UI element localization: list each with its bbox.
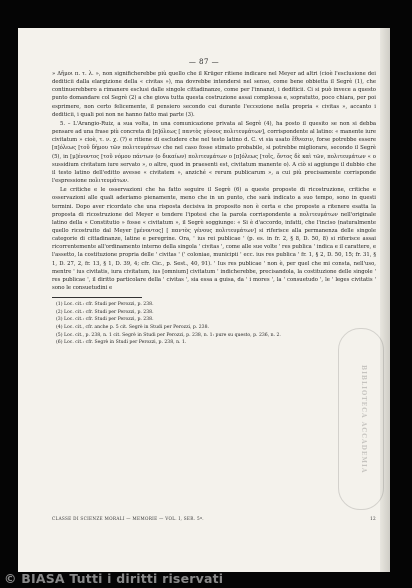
footer-series-label: CLASSE DI SCIENZE MORALI — MEMORIE — VOL. I, SER. 5ª. [52, 516, 204, 521]
library-stamp: BIBLIOTECA ACCADEMIA [338, 328, 384, 510]
footnote-rule [52, 297, 142, 298]
footnote: (4) Loc. cit., cfr. anche p. 5 cit. Segrè in Studi per Perozzi, p. 238. [56, 325, 209, 330]
page-footer [52, 516, 376, 521]
running-head: — 87 — [188, 58, 220, 66]
footnote: (3) Loc. cit.: cfr. Studi per Perozzi, p. 238. [56, 317, 154, 323]
copyright-watermark: © BIASA Tutti i diritti riservati [4, 571, 224, 586]
footnote: (1) Loc. cit.: cfr. Studi per Perozzi, p. 238. [56, 302, 154, 308]
scanned-page [18, 28, 390, 572]
footnote: (2) Loc. cit.: cfr. Studi per Perozzi, p. 238. [56, 309, 154, 315]
footnotes [52, 301, 376, 347]
page-body [52, 70, 376, 347]
footer-page-number: 12 [370, 516, 376, 521]
paragraph-2: 5. – L'Arangio-Ruiz, a sua volta, in una comunicazione privata al Segrè (4), ha posto il quesito se non si debba pensare ad una frase più concreta di [π]όλεως [ παντὸς γένους πολιτευμάτων], corrispondente al latino: « manente iure civitatum » cioè, τ. ν. χ. (?) e ritiene di escludere che nel testo latino d. C. vi sia usato ἔθνεσιν, forse potrebbe essere [π]όλεως [τοῦ δήμου τῶν πολιτευμάτων che nel caso fosse stimato probabile, si potrebbe migliorare, secondo il Segrè (5), in [μ]ένοντος [τοῦ νόμου πάντων (o δικαίων) πολιτευμάτων o [π]όλεως [τοῖς, ὄντος δὲ καὶ τῶν, πολιτευμάτων « o sussidium civitatum iure servato », o altre, quod in praesenti est, civitatum manente o). A ciò si aggiunge il dubbio che il testo latino dell'editto avesse « civitatem », anziché « rerum publicarum », a cui più precisamente corrisponde l'espressione πολιτευμάτων. [52, 120, 376, 185]
paragraph-1: » Δῆμοι π. τ. λ. », non significherebbe più quello che il Krüger ritiene indicare nel Meyer ad altri (cioè l'esclusione dei dediticii dalla elargizione della « civitas »), ma dovrebbe intendersi nel senso, come bene obbietta il Segrè (1), che continuerebbero a rimanere esclusi dalle singole cittadinanze, come per l'innanzi, i dediticii. Ci si può invece a questo punto domandare col Segrè (2) a che giova tutta questa costruzione assai complessa e, sopratutto, poco chiara, per poi esprimere, non certo felicemente, il pensiero secondo cui durante l'eccezione nella propria « civitas », accanto i dediticii, i quali poi non ne hanno fatto mai parte (3). [52, 71, 376, 118]
paragraph-3: Le critiche e le osservazioni che ha fatto seguire il Segrè (6) a queste proposte di ricostruzione, critiche e osservazioni alle quali aderiamo pienamente, meno che in un punto, che sarà indicato a suo tempo, sono in questi termini. Dopo aver ricordato che una risposta decisiva in proposito non è certa e che proposte a ritenere esatta la proposta di ricostruzione del Meyer e tendere l'ipotesi che la parola corrispondente a πολιτευμάτων nell'originale latino della « Constitutio » fosse « civitatum », il Segrè soggiunge: « Si è d'accordo, infatti, che l'inciso (naturalmente quello ricostruito dal Meyer [μένοντος] [ παντὸς γένους πολιτευμάτων] si riferisce alla permanenza delle singole categorie di cittadinanze, latine e peregrine. Ora, ' ius rei publicae ' (p. es. in fr. 2, § 8, D. 50, 8) si riferisce assai ricorrentemente all'ordinamento interno della singola ' civitas ', come alle sue volte ' res publica ' indica e il carattere, e l'assetto, la costituzione propria delle ' civitas ' (' coloniae, municipii ' ecc. ius res publica ' fr. 1, § 2, D. 50, 15; fr. 31, § 1, D. 27, 2, fr. 13, § 1, D. 39, 4; cfr. Cic., p. Sest., 40, 91). ' Ius res publicae ' non è, per quel che mi consta, nell'uso, mentre ' ius civitatis, iura civitatum, ius [omnium] civitatum ' indicherebbe, precisandola, la costituzione delle singole ' res publicae ', il diritto particolare della ' civitas ', sia essa a guisa, da ' i mores ', la ' consuetudo ', le ' leges civitatis ' sono le consuetudini e [52, 187, 376, 292]
footnote: (6) Loc. cit.: cfr. Segrè in Studi per Perozzi, p. 238, n. 1. [56, 340, 187, 346]
footnote: (5) Loc. cit., p. 238, n. 1 cit. Segrè in Studi per Perozzi, p. 238, n. 1: pure su questo, p. 236, n. 2. [56, 332, 281, 338]
